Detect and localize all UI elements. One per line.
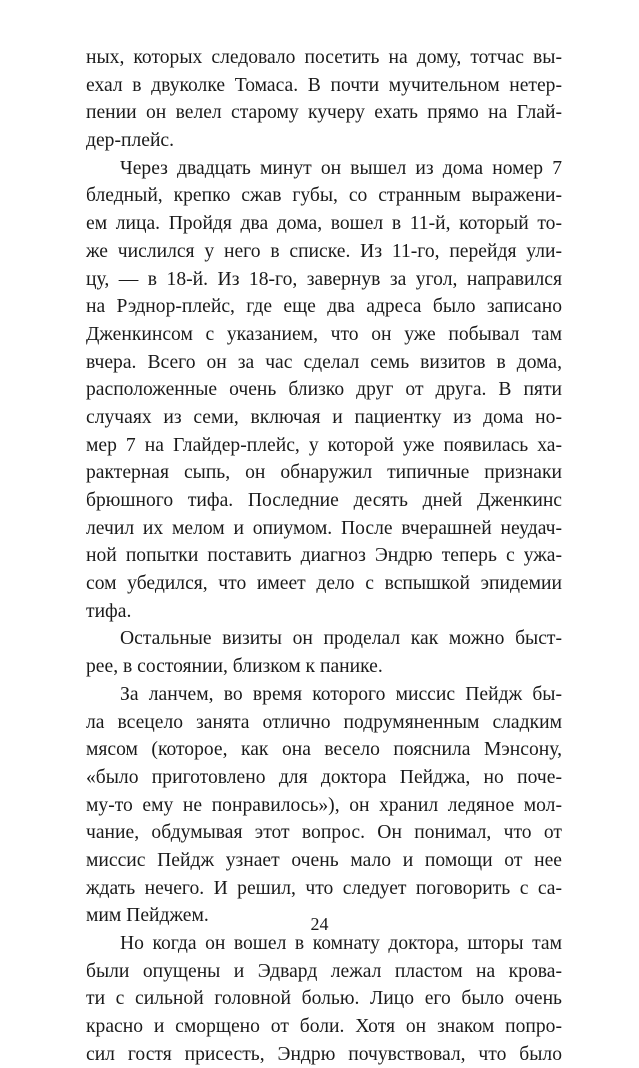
text-line: Но когда он вошел в комнату доктора, шторы там xyxy=(120,933,562,954)
text-line: сил гостя присесть, Эндрю почувствовал, что было xyxy=(86,1043,562,1065)
page-number: 24 xyxy=(310,914,329,934)
text-line: ной попытки поставить диагноз Эндрю теперь с ужа- xyxy=(86,545,562,567)
text-line: красно и сморщено от боли. Хотя он знаком попро- xyxy=(86,1016,562,1038)
text-line: расположенные очень близко друг от друга. В пяти xyxy=(86,379,562,401)
text-line: ехал в двуколке Томаса. В почти мучительном нетер- xyxy=(86,74,562,96)
text-line: Через двадцать минут он вышел из дома номер 7 xyxy=(120,157,562,179)
text-line: ных, которых следовало посетить на дому, тотчас вы- xyxy=(86,47,562,68)
text-line: мясом (которое, как она весело пояснила Мэнсону, xyxy=(86,739,562,761)
text-line: тифа. xyxy=(86,600,132,622)
text-line: пении он велел старому кучеру ехать прямо на Глай- xyxy=(86,102,562,124)
text-line: сом убедился, что имеет дело с вспышкой эпидемии xyxy=(86,573,562,595)
text-line: За ланчем, во время которого миссис Пейдж бы- xyxy=(120,683,562,705)
text-line: рее, в состоянии, близком к панике. xyxy=(86,656,383,678)
text-line: Дженкинсом с указанием, что он уже побывал там xyxy=(86,323,562,345)
text-line: дер-плейс. xyxy=(86,130,175,152)
text-line: Остальные визиты он проделал как можно быст- xyxy=(120,628,562,650)
text-line: на Рэднор-плейс, где еще два адреса было записано xyxy=(86,296,562,318)
text-line: ти с сильной головной болью. Лицо его было очень xyxy=(86,988,562,1010)
text-line: миссис Пейдж узнает очень мало и помощи от нее xyxy=(86,849,562,871)
text-line: рактерная сыпь, он обнаружил типичные признаки xyxy=(86,462,562,484)
text-line: му-то ему не понравилось»), он хранил ледяное мол- xyxy=(86,794,562,816)
text-line: «было приготовлено для доктора Пейджа, но поче- xyxy=(86,766,562,788)
text-line: брюшного тифа. Последние десять дней Дженкинс xyxy=(86,490,562,511)
text-line: бледный, крепко сжав губы, со странным выражени- xyxy=(86,185,562,207)
text-line: ла всецело занята отлично подрумяненным сладким xyxy=(86,711,562,733)
text-line: были опущены и Эдвард лежал пластом на крова- xyxy=(86,960,562,982)
text-line: чание, обдумывая этот вопрос. Он понимал, что от xyxy=(86,822,562,844)
text-line: вчера. Всего он за час сделал семь визитов в дома, xyxy=(86,351,562,373)
text-line: ем лица. Пройдя два дома, вошел в 11-й, который то- xyxy=(86,213,562,235)
text-line: мер 7 на Глайдер-плейс, у которой уже появилась ха- xyxy=(86,434,562,456)
text-line: мим Пейджем. xyxy=(86,905,209,927)
text-line: цу, — в 18-й. Из 18-го, завернув за угол, направился xyxy=(86,268,562,290)
text-line: случаях из семи, включая и пациентку из дома но- xyxy=(86,406,562,428)
text-line: ждать нечего. И решил, что следует поговорить с са- xyxy=(86,877,562,899)
text-line: же числился у него в списке. Из 11-го, перейдя ули- xyxy=(86,240,562,262)
text-line: лечил их мелом и опиумом. После вчерашней неудач- xyxy=(86,517,562,539)
